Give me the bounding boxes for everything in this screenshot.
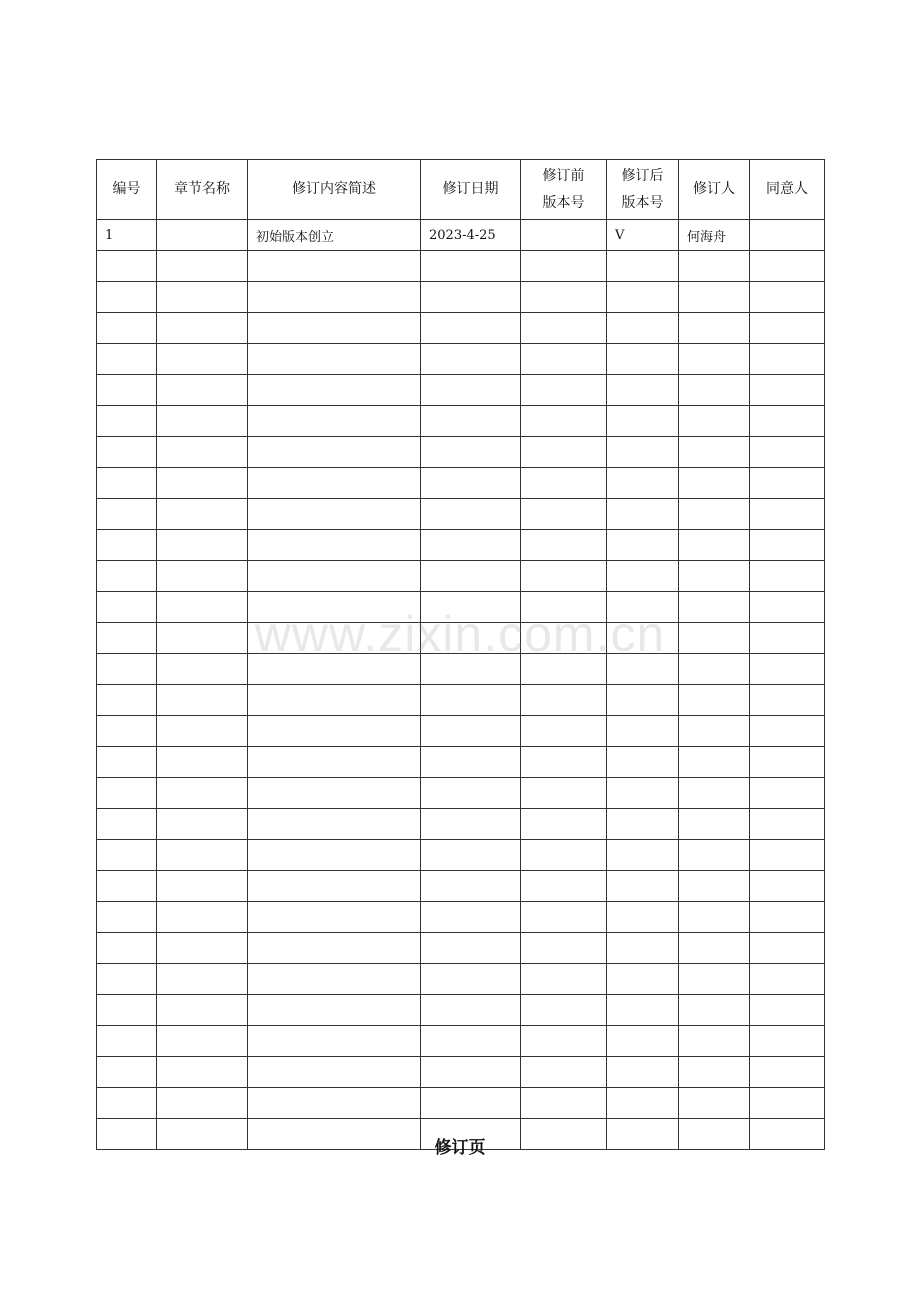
cell-chapter-name [157,561,248,592]
cell-number [97,747,157,778]
cell-revision-summary [248,685,421,716]
cell-reviser [679,344,750,375]
cell-revision-summary [248,499,421,530]
cell-number [97,902,157,933]
table-row [97,933,825,964]
table-row [97,220,825,251]
header-revision-summary: 修订内容简述 [248,160,421,220]
cell-revision-summary [248,964,421,995]
cell-reviser [679,530,750,561]
cell-number [97,561,157,592]
table-row [97,995,825,1026]
cell-revision-date [421,778,521,809]
cell-approver [750,840,825,871]
cell-version-after [607,654,679,685]
cell-chapter-name [157,530,248,561]
cell-approver [750,871,825,902]
cell-version-after [607,592,679,623]
cell-reviser [679,468,750,499]
cell-reviser [679,1088,750,1119]
table-row [97,375,825,406]
table-row [97,871,825,902]
cell-revision-summary [248,344,421,375]
cell-number [97,716,157,747]
revision-table-body [97,220,825,1150]
cell-version-before [521,592,607,623]
cell-revision-summary [248,251,421,282]
cell-revision-summary [248,1057,421,1088]
cell-approver [750,251,825,282]
table-row [97,1088,825,1119]
cell-chapter-name [157,437,248,468]
cell-approver [750,437,825,468]
cell-chapter-name [157,220,248,251]
cell-approver [750,685,825,716]
cell-revision-date [421,623,521,654]
cell-number [97,809,157,840]
cell-revision-summary [248,592,421,623]
cell-number [97,344,157,375]
cell-approver [750,747,825,778]
table-row [97,344,825,375]
cell-revision-date [421,654,521,685]
cell-approver [750,282,825,313]
cell-version-after [607,251,679,282]
cell-approver [750,995,825,1026]
cell-version-after [607,344,679,375]
cell-number [97,933,157,964]
cell-number [97,282,157,313]
table-row [97,716,825,747]
cell-chapter-name [157,964,248,995]
cell-reviser [679,282,750,313]
cell-chapter-name [157,313,248,344]
cell-approver [750,344,825,375]
cell-revision-summary [248,561,421,592]
table-row [97,685,825,716]
table-row [97,778,825,809]
cell-approver [750,964,825,995]
cell-revision-date [421,437,521,468]
cell-approver [750,1088,825,1119]
cell-version-after [607,1057,679,1088]
cell-revision-date [421,747,521,778]
cell-number [97,840,157,871]
cell-revision-date [421,685,521,716]
cell-version-after [607,871,679,902]
cell-chapter-name [157,840,248,871]
cell-version-after [607,406,679,437]
cell-version-after [607,778,679,809]
table-row [97,468,825,499]
cell-approver [750,1026,825,1057]
cell-chapter-name [157,375,248,406]
cell-approver [750,654,825,685]
cell-approver [750,468,825,499]
cell-chapter-name [157,902,248,933]
cell-reviser [679,375,750,406]
cell-chapter-name [157,1057,248,1088]
header-revision-date: 修订日期 [421,160,521,220]
cell-version-before [521,468,607,499]
cell-approver [750,499,825,530]
cell-chapter-name [157,623,248,654]
cell-approver [750,561,825,592]
cell-reviser [679,623,750,654]
cell-version-after [607,530,679,561]
cell-reviser [679,437,750,468]
cell-chapter-name [157,747,248,778]
cell-version-after [607,809,679,840]
cell-revision-summary [248,1026,421,1057]
cell-version-before [521,375,607,406]
cell-revision-date [421,282,521,313]
cell-chapter-name [157,654,248,685]
cell-revision-date [421,406,521,437]
cell-revision-summary [248,778,421,809]
cell-revision-summary [248,654,421,685]
cell-version-before [521,995,607,1026]
cell-number [97,499,157,530]
cell-reviser [679,871,750,902]
table-row [97,747,825,778]
cell-revision-date [421,1088,521,1119]
cell-chapter-name [157,282,248,313]
cell-reviser [679,902,750,933]
table-row [97,437,825,468]
header-number: 编号 [97,160,157,220]
cell-number [97,1026,157,1057]
cell-number [97,592,157,623]
cell-version-before [521,1026,607,1057]
cell-reviser [679,933,750,964]
cell-version-after [607,437,679,468]
cell-chapter-name [157,716,248,747]
header-approver: 同意人 [750,160,825,220]
cell-reviser [679,840,750,871]
table-row [97,902,825,933]
table-row [97,530,825,561]
cell-version-after [607,1088,679,1119]
cell-chapter-name [157,871,248,902]
cell-revision-date [421,499,521,530]
cell-number [97,623,157,654]
table-row [97,251,825,282]
cell-revision-summary [248,282,421,313]
cell-revision-summary [248,716,421,747]
cell-revision-date [421,902,521,933]
cell-revision-summary [248,375,421,406]
cell-version-before [521,902,607,933]
cell-number [97,313,157,344]
cell-version-before [521,716,607,747]
cell-version-after [607,561,679,592]
cell-number [97,964,157,995]
cell-reviser [679,592,750,623]
cell-revision-summary [248,437,421,468]
cell-version-after [607,995,679,1026]
cell-revision-date [421,375,521,406]
cell-revision-date [421,561,521,592]
cell-chapter-name [157,995,248,1026]
cell-version-before [521,406,607,437]
cell-version-before [521,313,607,344]
cell-approver [750,313,825,344]
cell-version-after [607,313,679,344]
cell-number [97,778,157,809]
cell-version-before [521,809,607,840]
cell-version-after [607,282,679,313]
cell-version-before [521,344,607,375]
cell-revision-date [421,530,521,561]
cell-version-before [521,561,607,592]
cell-version-before [521,220,607,251]
cell-reviser [679,716,750,747]
cell-revision-date [421,933,521,964]
cell-revision-date [421,251,521,282]
cell-approver [750,406,825,437]
cell-revision-summary [248,313,421,344]
cell-version-after [607,685,679,716]
cell-chapter-name [157,933,248,964]
cell-revision-summary [248,995,421,1026]
cell-version-before [521,654,607,685]
cell-number [97,1088,157,1119]
cell-chapter-name [157,1026,248,1057]
table-row [97,561,825,592]
cell-number [97,871,157,902]
cell-revision-date [421,592,521,623]
cell-revision-date [421,1057,521,1088]
header-reviser: 修订人 [679,160,750,220]
cell-version-after [607,840,679,871]
cell-version-after [607,902,679,933]
cell-revision-date [421,344,521,375]
cell-version-before [521,282,607,313]
cell-number [97,995,157,1026]
cell-reviser [679,1026,750,1057]
cell-revision-summary: 初始版本创立 [248,220,421,251]
cell-revision-summary [248,468,421,499]
cell-chapter-name [157,406,248,437]
cell-reviser [679,654,750,685]
cell-number: 1 [97,220,157,251]
cell-reviser [679,499,750,530]
cell-approver [750,220,825,251]
table-row [97,406,825,437]
cell-revision-summary [248,871,421,902]
cell-version-before [521,499,607,530]
cell-version-after [607,1026,679,1057]
cell-reviser [679,561,750,592]
header-version-before: 修订前 版本号 [521,160,607,220]
cell-revision-date [421,1026,521,1057]
cell-version-before [521,251,607,282]
cell-revision-date: 2023-4-25 [421,220,521,251]
cell-version-before [521,1057,607,1088]
cell-reviser [679,964,750,995]
cell-reviser [679,406,750,437]
cell-revision-summary [248,530,421,561]
table-row [97,282,825,313]
cell-version-after [607,623,679,654]
table-header-row [97,160,825,220]
cell-reviser [679,995,750,1026]
cell-chapter-name [157,685,248,716]
cell-revision-summary [248,1088,421,1119]
cell-version-after [607,375,679,406]
cell-version-before [521,1088,607,1119]
cell-revision-summary [248,747,421,778]
table-row [97,1057,825,1088]
cell-version-after [607,747,679,778]
table-row [97,654,825,685]
cell-version-before [521,623,607,654]
cell-revision-date [421,716,521,747]
cell-chapter-name [157,251,248,282]
cell-approver [750,902,825,933]
cell-number [97,654,157,685]
cell-reviser [679,778,750,809]
cell-version-before [521,840,607,871]
cell-chapter-name [157,778,248,809]
cell-chapter-name [157,344,248,375]
cell-reviser [679,1057,750,1088]
cell-number [97,468,157,499]
cell-approver [750,778,825,809]
cell-chapter-name [157,809,248,840]
cell-number [97,1057,157,1088]
cell-version-after [607,468,679,499]
cell-number [97,685,157,716]
cell-revision-date [421,871,521,902]
cell-revision-date [421,995,521,1026]
cell-reviser: 何海舟 [679,220,750,251]
cell-revision-date [421,313,521,344]
cell-revision-summary [248,840,421,871]
cell-number [97,406,157,437]
cell-version-before [521,964,607,995]
cell-approver [750,530,825,561]
cell-approver [750,1057,825,1088]
cell-approver [750,716,825,747]
cell-version-after: V [607,220,679,251]
cell-version-before [521,747,607,778]
table-row [97,840,825,871]
cell-reviser [679,685,750,716]
cell-version-before [521,778,607,809]
cell-version-after [607,716,679,747]
cell-version-after [607,964,679,995]
table-row [97,499,825,530]
cell-revision-summary [248,933,421,964]
cell-approver [750,375,825,406]
cell-version-before [521,871,607,902]
cell-number [97,530,157,561]
cell-revision-summary [248,406,421,437]
cell-version-before [521,933,607,964]
cell-approver [750,933,825,964]
cell-approver [750,809,825,840]
table-row [97,1026,825,1057]
cell-approver [750,623,825,654]
cell-version-before [521,437,607,468]
table-row [97,964,825,995]
cell-version-before [521,530,607,561]
cell-version-before [521,685,607,716]
cell-revision-summary [248,902,421,933]
cell-revision-summary [248,623,421,654]
cell-number [97,437,157,468]
cell-revision-summary [248,809,421,840]
cell-chapter-name [157,592,248,623]
cell-revision-date [421,964,521,995]
cell-reviser [679,809,750,840]
table-row [97,313,825,344]
watermark: www.zixin.com.cn [254,606,666,662]
table-row [97,623,825,654]
cell-revision-date [421,468,521,499]
cell-version-after [607,499,679,530]
cell-number [97,375,157,406]
cell-reviser [679,747,750,778]
cell-reviser [679,313,750,344]
header-version-after: 修订后 版本号 [607,160,679,220]
cell-chapter-name [157,499,248,530]
cell-approver [750,592,825,623]
table-row [97,592,825,623]
cell-version-after [607,933,679,964]
cell-chapter-name [157,468,248,499]
revision-table [96,159,825,1150]
table-row [97,809,825,840]
cell-chapter-name [157,1088,248,1119]
cell-number [97,251,157,282]
cell-revision-date [421,809,521,840]
page-title: 修订页 [434,1138,486,1158]
header-chapter-name: 章节名称 [157,160,248,220]
cell-revision-date [421,840,521,871]
cell-reviser [679,251,750,282]
